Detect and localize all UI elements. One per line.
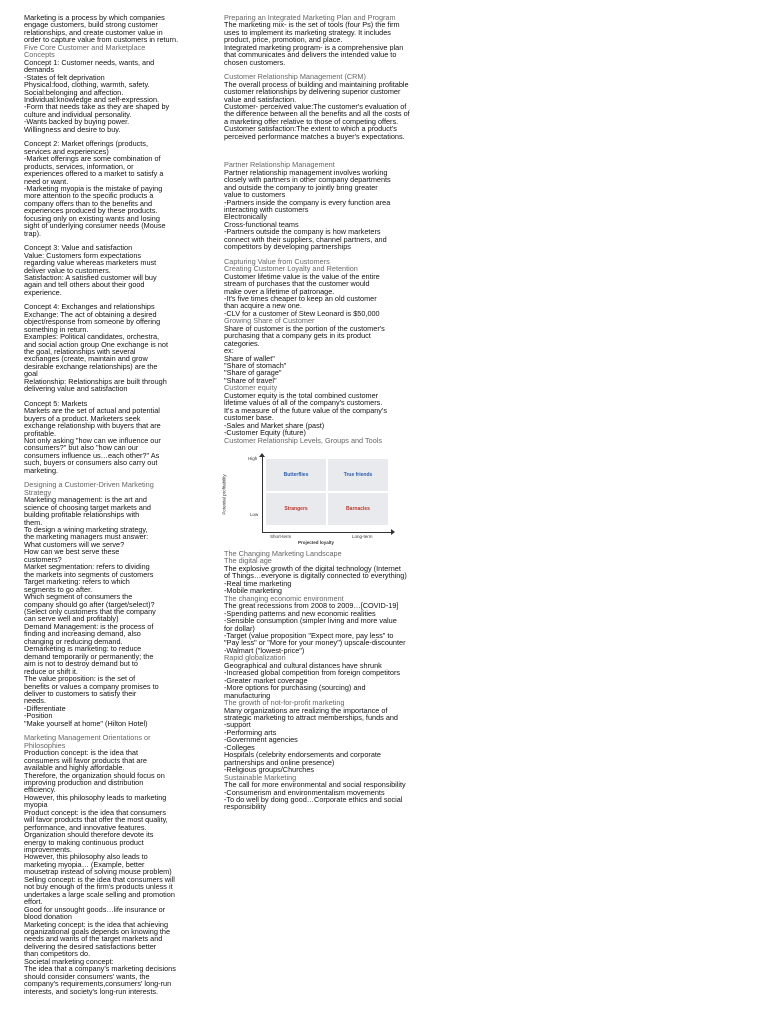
text-line: the difference between all the benefits and all the costs of xyxy=(224,109,410,119)
y-axis-label-text: Potential profitability xyxy=(221,474,227,515)
text-line: goal xyxy=(24,369,38,379)
text-line: Rapid globalization xyxy=(224,653,286,663)
text-line: partnerships and online presence) xyxy=(224,757,335,767)
body-paragraph xyxy=(24,140,202,237)
text-line: need or want. xyxy=(24,176,69,186)
section-heading xyxy=(24,734,202,749)
text-line: customers? xyxy=(24,554,62,564)
text-line: manufacturing xyxy=(224,690,271,700)
text-line: The overall process of building and maintaining profitable xyxy=(224,79,409,89)
text-line: Geographical and cultural distances have shrunk xyxy=(224,660,382,670)
text-line: The idea that a company's marketing decisions xyxy=(24,964,176,974)
text-line: stream of purchases that the customer would xyxy=(224,279,370,289)
text-line: Concepts xyxy=(24,50,55,60)
text-line: improvements. xyxy=(24,845,72,855)
body-paragraph xyxy=(224,662,434,699)
text-line: energy to making continuous product xyxy=(24,837,144,847)
text-line: can serve well and profitably) xyxy=(24,614,119,624)
text-line: Customer- perceived value:The customer's evaluation of xyxy=(224,101,407,111)
section-heading xyxy=(224,550,434,565)
text-line: ex: xyxy=(224,346,234,356)
text-line: delivering the desired satisfactions better xyxy=(24,941,157,951)
text-line: changing or reducing demand. xyxy=(24,636,123,646)
text-line: make over a lifetime of patronage. xyxy=(224,286,335,296)
text-line: aim is not to destroy demand but to xyxy=(24,659,138,669)
y-axis-label xyxy=(221,468,234,528)
text-line: consumers will favor products that are xyxy=(24,755,147,765)
quadrant-barnacles: Barnacles xyxy=(328,493,388,525)
paragraph-gap xyxy=(224,147,434,154)
text-line: -Partners outside the company is how marketers xyxy=(224,227,381,237)
body-paragraph xyxy=(24,496,202,727)
text-line: Organization should therefore devote its xyxy=(24,830,154,840)
text-line: again and tell others about their good xyxy=(24,280,145,290)
text-line: relationships, and create customer value in xyxy=(24,27,163,37)
text-line: The growth of not-for-profit marketing xyxy=(224,698,345,708)
text-line: company's requirements,consumers' long-run xyxy=(24,979,172,989)
left-column xyxy=(24,14,202,995)
text-line: Societal marketing concept: xyxy=(24,956,114,966)
text-line: -CLV for a customer of Stew Leonard is $50,000 xyxy=(224,308,380,318)
text-line: -Target (value proposition "Expect more, pay less" to xyxy=(224,631,394,640)
text-line: Customer equity xyxy=(224,383,278,393)
text-line: experience. xyxy=(24,287,62,297)
x-axis-arrow xyxy=(391,529,395,535)
text-line: marketing myopia… (Example, better xyxy=(24,859,145,869)
text-line: Relationship: Relationships are built through xyxy=(24,376,167,386)
text-line: -Walmart ("lowest-price") xyxy=(224,645,305,655)
body-paragraph xyxy=(224,21,434,66)
text-line: regarding value whereas marketers must xyxy=(24,258,157,268)
text-line: Electronically xyxy=(224,212,267,222)
text-line: Production concept: is the idea that xyxy=(24,748,138,758)
text-line: -Sensible consumption (simpler living and more value xyxy=(224,616,397,626)
text-line: -Market offerings are some combination of xyxy=(24,154,161,164)
text-line: -support xyxy=(224,720,251,730)
y-tick-low: Low xyxy=(250,512,259,518)
body-paragraph xyxy=(24,14,202,44)
text-line: connect with their suppliers, channel partners, and xyxy=(224,234,387,244)
text-line: -Mobile marketing xyxy=(224,586,282,596)
right-column xyxy=(221,13,434,812)
text-line: such, buyers or consumers also carry out xyxy=(24,458,158,468)
section-heading xyxy=(224,258,434,273)
text-line: that communicates and delivers the intended value to xyxy=(224,50,397,60)
text-line: exchange relationship with buyers that are xyxy=(24,421,161,431)
text-line: The digital age xyxy=(224,556,272,566)
text-line: -States of felt deprivation xyxy=(24,72,105,82)
y-tick-high: High xyxy=(248,456,258,462)
text-line: -Government agencies xyxy=(224,735,298,745)
text-line: Market segmentation: refers to dividing xyxy=(24,562,150,572)
text-line: Physical:food, clothing, warmth, safety. xyxy=(24,80,150,90)
text-line: uses to implement its marketing strategy. It includes xyxy=(224,27,391,37)
text-line: mousetrap instead of solving mouse problem) xyxy=(24,867,172,877)
text-line: order to capture value from customers in return. xyxy=(24,35,179,45)
text-line: -Colleges xyxy=(224,742,255,752)
text-line: myopia xyxy=(24,800,48,810)
text-line: Concept 1: Customer needs, wants, and xyxy=(24,57,155,67)
text-line: Concept 2: Market offerings (products, xyxy=(24,139,148,149)
text-line: Marketing concept: is the idea that achieving xyxy=(24,919,168,929)
text-line: Selling concept: is the idea that consumers will xyxy=(24,874,175,884)
text-line: The call for more environmental and social responsibility xyxy=(224,780,406,790)
text-line: experiences offered to a market to satisfy a xyxy=(24,169,164,179)
text-line: The changing economic environment xyxy=(224,593,344,603)
text-line: responsibility xyxy=(224,802,267,812)
text-line: Customer Relationship Management (CRM) xyxy=(224,72,366,82)
right-column-top xyxy=(224,14,434,444)
text-line: -Religious groups/Churches xyxy=(224,765,315,775)
body-paragraph xyxy=(224,392,434,437)
body-paragraph xyxy=(224,707,434,774)
text-line: needs. xyxy=(24,696,46,706)
text-line: "Pay less" or "More for your money") upscale-discounter xyxy=(224,638,406,648)
text-line: will favor products that offer the most quality, xyxy=(24,815,168,825)
text-line: Concept 3: Value and satisfaction xyxy=(24,243,133,253)
text-line: "Share of garage" xyxy=(224,368,282,378)
section-heading xyxy=(224,437,434,444)
right-column-bottom xyxy=(224,550,434,811)
text-line: delivering value and satisfaction xyxy=(24,384,128,394)
text-line: Partner Relationship Management xyxy=(224,160,335,170)
text-line: Satisfaction: A satisfied customer will buy xyxy=(24,272,157,282)
text-line: deliver to customers to satisfy their xyxy=(24,688,137,698)
text-line: product, price, promotion, and place. xyxy=(224,35,343,45)
body-paragraph xyxy=(224,325,434,385)
text-line: -Position xyxy=(24,711,53,721)
body-paragraph xyxy=(224,565,434,595)
text-line: than competitors do. xyxy=(24,949,91,959)
text-line: Growing Share of Customer xyxy=(224,316,315,326)
text-line: deliver value to customers. xyxy=(24,265,111,275)
text-line: demand temporarily or permanently; the xyxy=(24,651,154,661)
text-line: -Sales and Market share (past) xyxy=(224,420,325,430)
text-line: trap). xyxy=(24,228,42,238)
body-paragraph xyxy=(24,749,202,995)
text-line: focusing only on existing wants and losing xyxy=(24,213,160,223)
text-line: However, this philosophy leads to marketing xyxy=(24,792,167,802)
text-line: Share of customer is the portion of the customer's xyxy=(224,323,385,333)
text-line: exchanges (create, maintain and grow xyxy=(24,354,148,364)
text-line: Product concept: is the idea that consumers xyxy=(24,807,166,817)
text-line: Value: Customers form expectations xyxy=(24,250,142,260)
text-line: Examples: Political candidates, orchestra, xyxy=(24,332,160,342)
text-line: categories. xyxy=(224,338,260,348)
text-line: consumers influence us…each other?" As xyxy=(24,450,160,460)
text-line: Not only asking "how can we influence our xyxy=(24,436,161,446)
text-line: more attention to the specific products a xyxy=(24,191,154,201)
body-paragraph xyxy=(224,81,434,141)
text-line: Capturing Value from Customers xyxy=(224,256,330,266)
text-line: a marketing offer relative to those of competing offers. xyxy=(224,116,399,126)
section-heading xyxy=(24,44,202,59)
text-line: closely with partners in other company departments xyxy=(224,175,391,185)
text-line: of Things…everyone is digitally connected to everything) xyxy=(224,571,407,581)
text-line: reduce or shift it. xyxy=(24,666,78,676)
text-line: value to customers xyxy=(224,190,286,200)
text-line: Demarketing is marketing: to reduce xyxy=(24,644,142,654)
body-paragraph xyxy=(24,400,202,475)
text-line: interacting with customers xyxy=(224,204,309,214)
text-line: Marketing management: is the art and xyxy=(24,495,147,505)
text-line: -Increased global competition from foreign competitors xyxy=(224,668,401,678)
text-line: competitors by developing partnerships xyxy=(224,242,351,252)
text-line: sight of underlying consumer needs (Mouse xyxy=(24,221,166,231)
text-line: Good for unsought goods…life insurance or xyxy=(24,904,166,914)
text-line: culture and individual personality. xyxy=(24,109,132,119)
text-line: Marketing is a process by which companies xyxy=(24,13,165,22)
text-line: chosen customers. xyxy=(224,57,286,67)
text-line: Target marketing: refers to which xyxy=(24,577,130,587)
body-paragraph xyxy=(224,169,434,251)
text-line: science of choosing target markets and xyxy=(24,502,151,512)
text-line: object/response from someone by offering xyxy=(24,317,161,327)
text-line: Share of wallet" xyxy=(224,353,275,363)
text-line: -Wants backed by buying power. xyxy=(24,117,130,127)
text-line: company offers than to the benefits and xyxy=(24,198,153,208)
text-line: experiences produced by these products. xyxy=(24,206,158,216)
text-line: Social:belonging and affection. xyxy=(24,87,124,97)
body-paragraph xyxy=(24,59,202,134)
text-line: finding and increasing demand, also xyxy=(24,629,141,639)
text-line: marketing. xyxy=(24,465,59,475)
text-line: Demand Management: is the process of xyxy=(24,621,154,631)
text-line: lifetime values of all of the company's customers. xyxy=(224,398,383,408)
quadrant-butterflies: Butterflies xyxy=(266,459,326,491)
text-line: effort. xyxy=(24,897,43,907)
text-line: them. xyxy=(24,517,43,527)
text-line: Sustainable Marketing xyxy=(224,772,297,782)
text-line: What customers will we serve? xyxy=(24,539,125,549)
text-line: -Form that needs take as they are shaped by xyxy=(24,102,170,112)
text-line: Which segment of consumers the xyxy=(24,592,133,602)
x-tick-long-term: Long-term xyxy=(352,534,373,540)
text-line: Preparing an Integrated Marketing Plan and Program xyxy=(224,13,396,22)
text-line: Concept 5: Markets xyxy=(24,398,88,408)
customer-relationship-grid-chart xyxy=(221,454,396,546)
body-paragraph xyxy=(24,244,202,296)
section-heading xyxy=(24,481,202,496)
text-line: interests, and society's long-run interests. xyxy=(24,986,159,996)
text-line: buyers of a product. Marketers seek xyxy=(24,413,141,423)
y-axis xyxy=(262,456,263,532)
text-line: Exchange: The act of obtaining a desired xyxy=(24,309,157,319)
text-line: products, services, information, or xyxy=(24,161,134,171)
x-tick-short-term: Short-term xyxy=(270,534,292,540)
text-line: the marketing managers must answer: xyxy=(24,532,149,542)
text-line: -More options for purchasing (sourcing) and xyxy=(224,683,366,693)
text-line: -Greater market coverage xyxy=(224,675,308,685)
text-line: segments to go after. xyxy=(24,584,93,594)
text-line: However, this philosophy also leads to xyxy=(24,852,148,862)
text-line: than acquire a new one. xyxy=(224,301,302,311)
text-line: The Changing Marketing Landscape xyxy=(224,549,342,559)
body-paragraph xyxy=(224,781,434,811)
text-line: value and satisfaction. xyxy=(224,94,297,104)
text-line: How can we best serve these xyxy=(24,547,120,557)
text-line: strategic marketing to attract memberships, funds and xyxy=(224,712,398,722)
text-line: not buy enough of the firm's products unless it xyxy=(24,882,173,892)
text-line: To design a wining marketing strategy, xyxy=(24,525,148,534)
text-line: needs and wants of the target markets and xyxy=(24,934,163,944)
text-line: something in return. xyxy=(24,324,89,334)
text-line: Customer satisfaction:The extent to which a product's xyxy=(224,124,397,134)
text-line: "Share of travel" xyxy=(224,375,277,385)
text-line: -Marketing myopia is the mistake of paying xyxy=(24,183,163,193)
text-line: Concept 4: Exchanges and relationships xyxy=(24,302,155,312)
body-paragraph xyxy=(24,303,202,392)
text-line: -Real time marketing xyxy=(224,578,292,588)
text-line: blood donation xyxy=(24,912,72,922)
quadrant-true-friends: True friends xyxy=(328,459,388,491)
text-line: engage customers, build strong customer xyxy=(24,20,158,30)
quadrant-strangers: Strangers xyxy=(266,493,326,525)
text-line: organizational goals depends on knowing the xyxy=(24,927,171,937)
x-axis-label: Projected loyalty xyxy=(298,540,335,546)
text-line: Five Core Customer and Marketplace xyxy=(24,42,146,52)
text-line: services and experiences) xyxy=(24,146,109,156)
text-line: improving production and distribution xyxy=(24,777,144,787)
x-axis xyxy=(262,532,392,533)
text-line: (Select only customers that the company xyxy=(24,606,156,616)
text-line: -Spending patterns and new economic realities xyxy=(224,608,376,618)
text-line: -Performing arts xyxy=(224,727,277,737)
text-line: Marketing Management Orientations or xyxy=(24,733,151,743)
text-line: The marketing mix- is the set of tools (four Ps) the firm xyxy=(224,20,400,30)
text-line: Creating Customer Loyalty and Retention xyxy=(224,264,358,274)
text-line: Therefore, the organization should focus on xyxy=(24,770,165,780)
text-line: for dollar) xyxy=(224,623,255,633)
text-line: Integrated marketing program- is a comprehensive plan xyxy=(224,42,404,52)
text-line: and outside the company to jointly bring greater xyxy=(224,182,378,192)
text-line: undertakes a large scale selling and promotion xyxy=(24,889,175,899)
text-line: profitable. xyxy=(24,428,57,438)
text-line: perceived performance matches a buyer's expectations. xyxy=(224,131,405,141)
text-line: Strategy xyxy=(24,487,52,497)
text-line: Philosophies xyxy=(24,740,66,750)
text-line: Willingness and desire to buy. xyxy=(24,124,121,134)
text-line: building profitable relationships with xyxy=(24,510,140,520)
text-line: company should go after (target/select)? xyxy=(24,599,155,609)
text-line: Customer equity is the total combined customer xyxy=(224,390,379,400)
text-line: Customer lifetime value is the value of the entire xyxy=(224,271,380,281)
text-line: "Share of stomach" xyxy=(224,361,287,371)
text-line: -To do well by doing good…Corporate ethics and social xyxy=(224,794,403,804)
text-line: purchasing that a company gets in its product xyxy=(224,331,371,341)
text-line: Markets are the set of actual and potential xyxy=(24,406,160,416)
text-line: Customer Relationship Levels, Groups and Tools xyxy=(224,435,383,445)
body-paragraph xyxy=(224,273,434,318)
text-line: -Partners inside the company is every function area xyxy=(224,197,391,207)
text-line: -It's five times cheaper to keep an old customer xyxy=(224,293,377,303)
text-line: customer relationships by delivering superior customer xyxy=(224,87,401,97)
text-line: the markets into segments of customers xyxy=(24,569,154,579)
text-line: benefits or values a company promises to xyxy=(24,681,159,691)
text-line: It's a measure of the future value of the company's xyxy=(224,405,388,415)
text-line: efficiency. xyxy=(24,785,56,795)
text-line: Partner relationship management involves working xyxy=(224,167,388,177)
text-line: and social action group One exchange is not xyxy=(24,339,169,349)
text-line: The value proposition: is the set of xyxy=(24,674,136,684)
text-line: Hospitals (celebrity endorsements and corporate xyxy=(224,750,381,760)
text-line: "Make yourself at home" (Hilton Hotel) xyxy=(24,718,148,728)
text-line: Many organizations are realizing the importance of xyxy=(224,705,388,715)
text-line: The explosive growth of the digital technology (Internet xyxy=(224,563,401,573)
text-line: -Consumerism and environmentalism movements xyxy=(224,787,385,797)
text-line: should consider consumers' wants, the xyxy=(24,971,150,981)
text-line: Designing a Customer-Driven Marketing xyxy=(24,480,154,490)
text-line: demands xyxy=(24,65,55,75)
paragraph-gap xyxy=(224,140,434,147)
body-paragraph xyxy=(224,602,434,654)
text-line: desirable exchange relationships) are the xyxy=(24,361,158,371)
text-line: The great recessions from 2008 to 2009…[COVID-19] xyxy=(224,601,399,611)
text-line: -Differentiate xyxy=(24,703,66,713)
text-line: Cross-functional teams xyxy=(224,219,299,229)
text-line: performance, and innovative features. xyxy=(24,822,147,832)
text-line: the goal, relationships with several xyxy=(24,347,136,357)
text-line: available and highly affordable. xyxy=(24,763,125,773)
text-line: customer base. xyxy=(224,413,274,423)
text-line: -Customer Equity (future) xyxy=(224,428,306,438)
text-line: consumers?" but also "how can our xyxy=(24,443,139,453)
text-line: Individual:knowledge and self-expression. xyxy=(24,94,160,104)
